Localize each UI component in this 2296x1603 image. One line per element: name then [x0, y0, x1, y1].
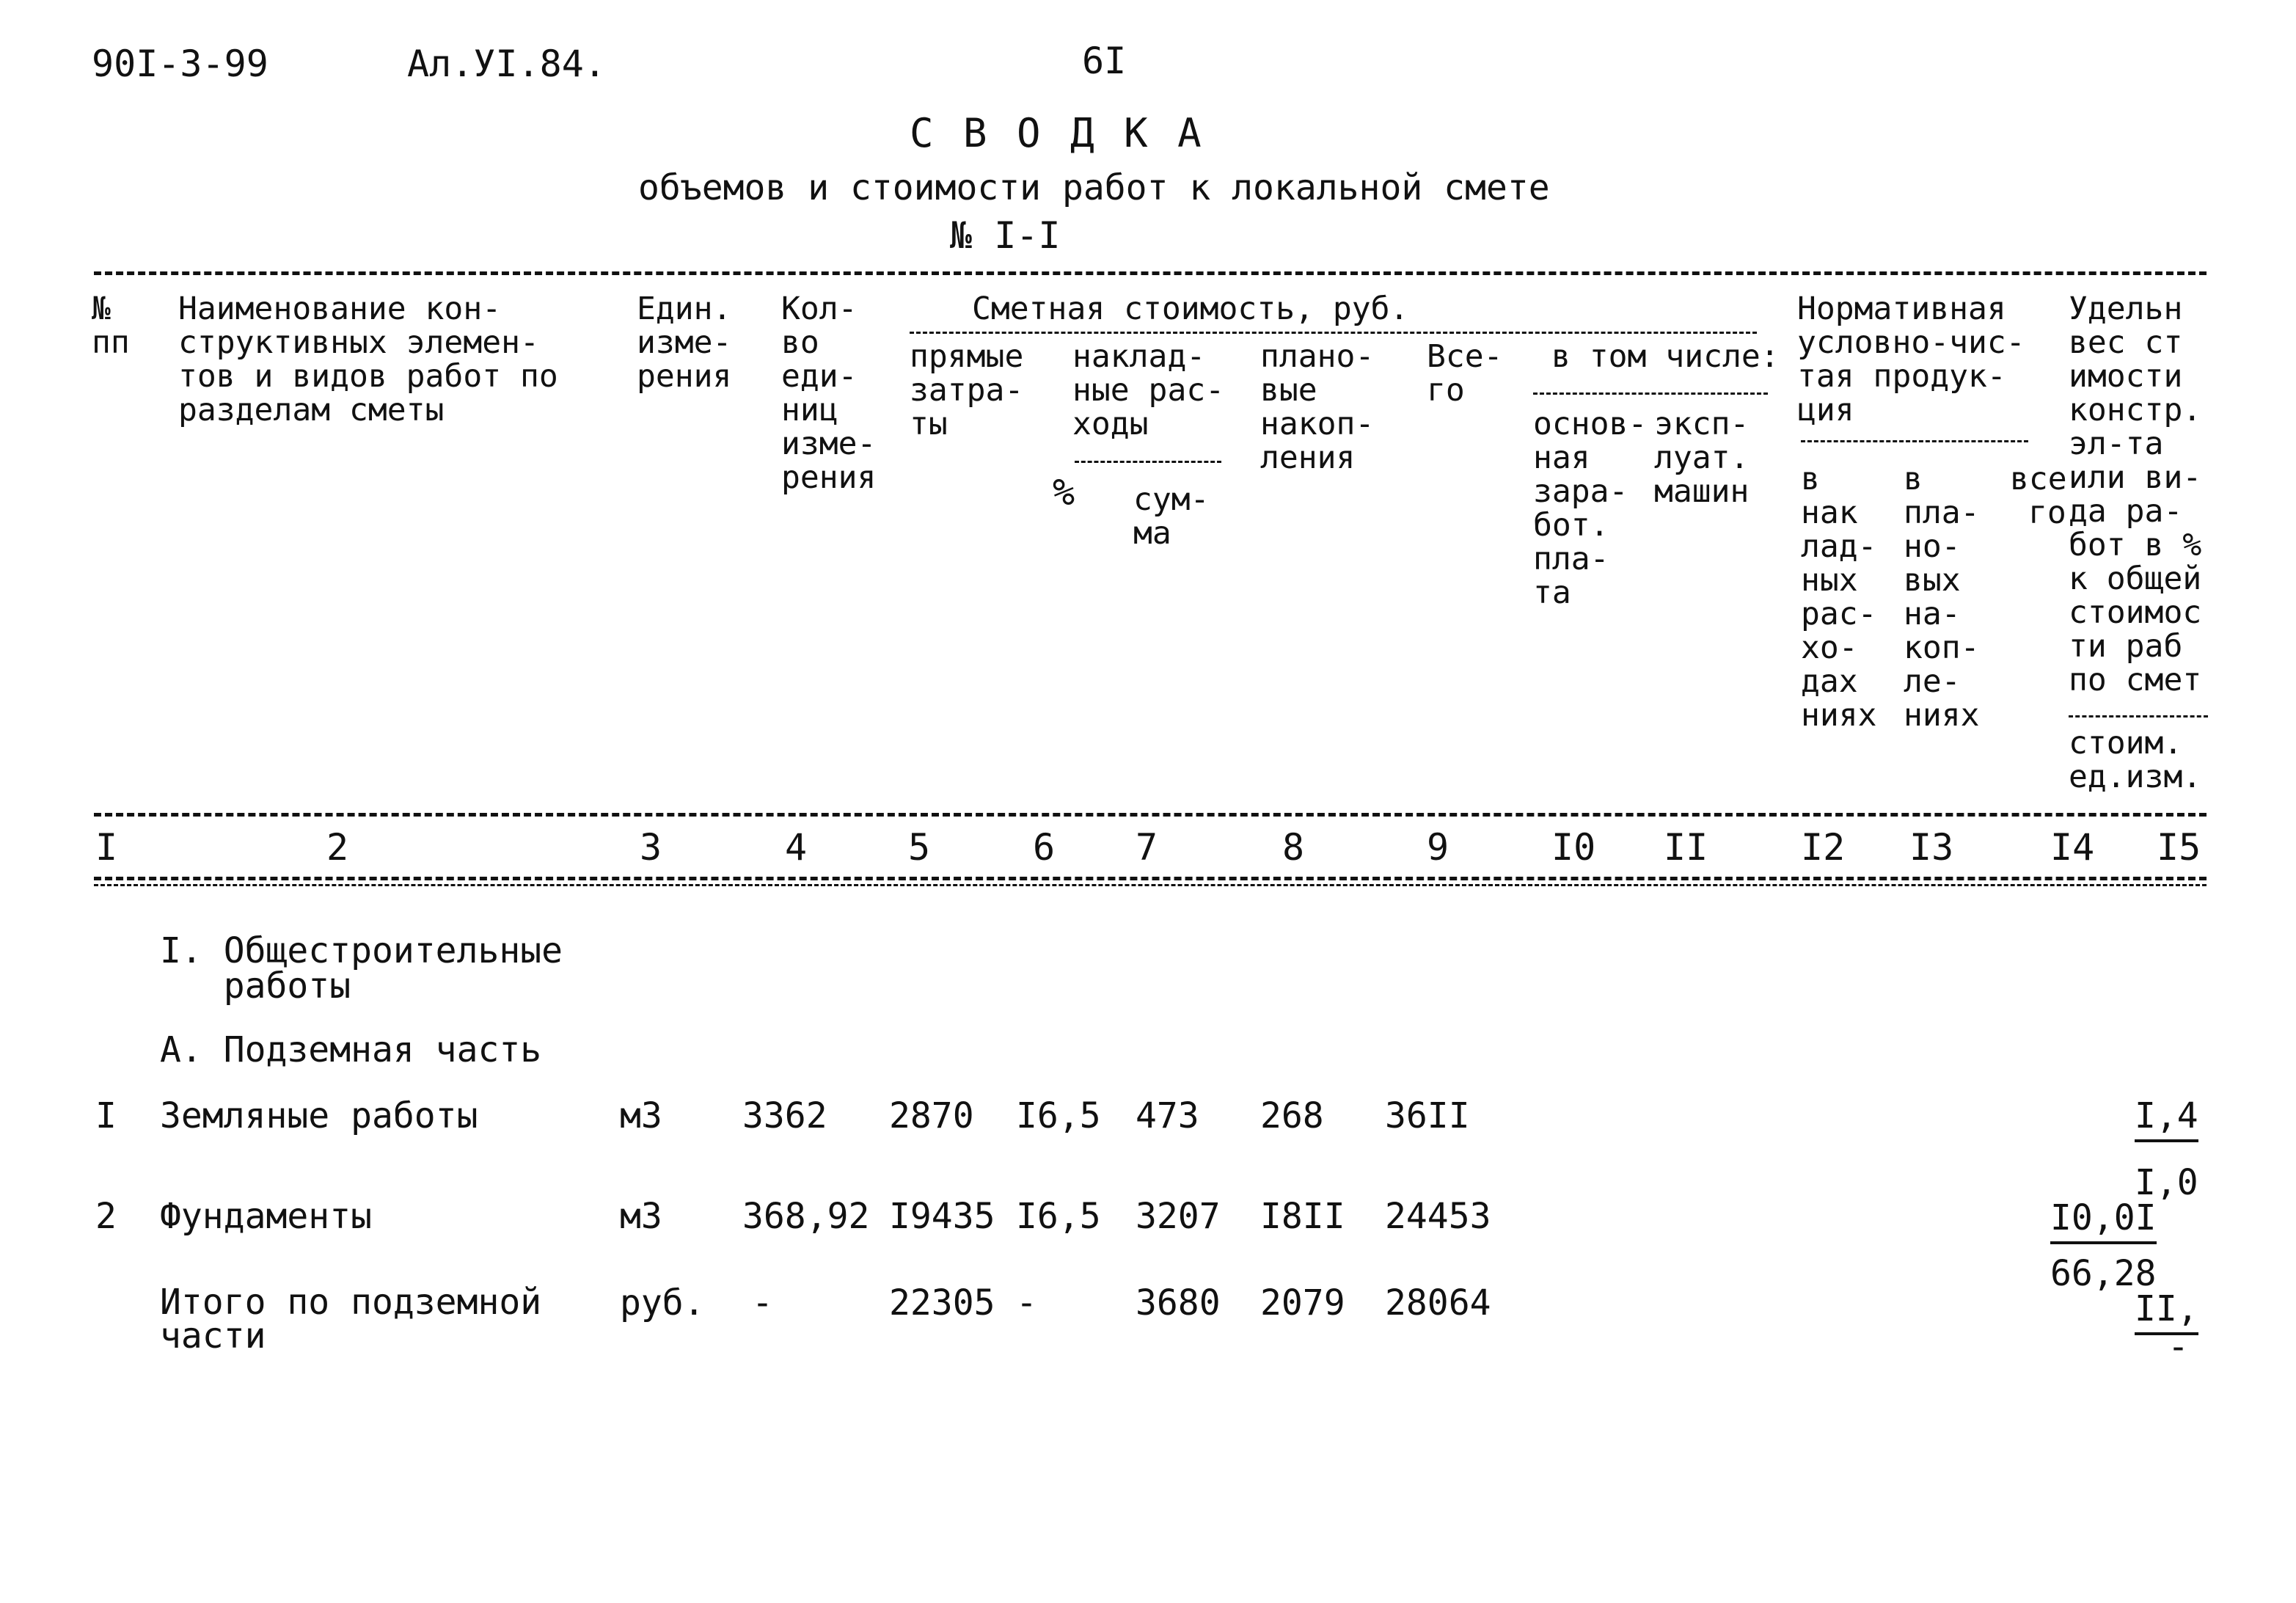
col-heading-normative-group: Нормативная условно-чис- тая продук- ция	[1797, 291, 2025, 428]
section-general-construction: I. Общестроительные работы	[160, 930, 563, 1007]
share-rule	[2069, 715, 2208, 717]
subtotal-quantity: -	[752, 1282, 773, 1323]
col-heading-name: Наименование кон- структивных элемен- тов и видов работ по разделам сметы	[178, 291, 558, 428]
subtotal-total: 28064	[1385, 1282, 1491, 1323]
column-number: 4	[785, 826, 808, 869]
subtotal-planned: 2079	[1260, 1282, 1345, 1323]
column-number: II	[1664, 826, 1708, 869]
page-number: 6I	[1082, 40, 1127, 82]
row-1-total: 36II	[1385, 1095, 1470, 1136]
col-heading-machines: эксп- луат. машин	[1654, 406, 1750, 510]
column-number: 7	[1136, 826, 1158, 869]
overhead-rule	[1075, 461, 1221, 463]
cost-group-rule	[910, 332, 1757, 334]
row-2-number: 2	[95, 1196, 117, 1237]
col-heading-cost-group: Сметная стоимость, руб.	[972, 291, 1409, 327]
subtotal-percent: -	[1016, 1282, 1037, 1323]
row-2-name: Фундаменты	[160, 1196, 372, 1237]
col-heading-including: в том числе:	[1551, 338, 1780, 375]
subtotal-name: Итого по подземной части	[160, 1282, 542, 1356]
header-rule-bottom	[94, 877, 2207, 880]
row-1-sum: 473	[1136, 1095, 1199, 1136]
col-heading-base-wage: основ- ная зара- бот. пла- та	[1533, 406, 1648, 611]
col-heading-total-part1: все	[2010, 461, 2067, 497]
row-1-unit: м3	[620, 1095, 662, 1136]
row-2-quantity: 368,92	[742, 1196, 870, 1237]
header-rule-bottom-second	[94, 884, 2207, 886]
row-1-quantity: 3362	[742, 1095, 827, 1136]
row-1-percent: I6,5	[1016, 1095, 1101, 1136]
col-heading-unit-cost: стоим. ед.изм.	[2069, 725, 2202, 795]
col-heading-in-overhead: в нак лад- ных рас- хо- дах ниях	[1801, 461, 1877, 734]
col-heading-total-part2: го	[2028, 494, 2066, 531]
col-heading-direct-costs: прямые затра- ты	[910, 338, 1024, 442]
row-2-share-bottom: 66,28	[2050, 1253, 2157, 1294]
col-heading-sum: сум- ма	[1133, 481, 1210, 552]
column-number: I5	[2157, 826, 2201, 869]
column-number: I4	[2050, 826, 2095, 869]
row-1-planned: 268	[1260, 1095, 1324, 1136]
header-rule-top	[94, 271, 2207, 275]
row-2-planned: I8II	[1260, 1196, 1345, 1237]
col-heading-percent: %	[1053, 471, 1075, 514]
subtotal-direct: 22305	[889, 1282, 995, 1323]
row-1-direct: 2870	[889, 1095, 974, 1136]
column-number: 9	[1427, 826, 1449, 869]
document-subtitle: объемов и стоимости работ к локальной смете	[638, 167, 1550, 208]
column-number: 6	[1033, 826, 1056, 869]
row-1-share-top: I,4	[2135, 1098, 2198, 1133]
row-2-sum: 3207	[1136, 1196, 1221, 1237]
including-rule	[1533, 392, 1768, 395]
row-2-total: 24453	[1385, 1196, 1491, 1237]
column-number: I	[95, 826, 118, 869]
column-number: 5	[908, 826, 931, 869]
col-heading-unit: Един. изме- рения	[637, 291, 732, 395]
col-heading-share: Удельн вес ст имости констр. эл-та или ви- да ра- бот в % к общей стоимос ти раб по смет	[2069, 291, 2202, 698]
col-heading-quantity: Кол- во еди- ниц изме- рения	[781, 291, 877, 496]
row-1-share-bottom: I,0	[2135, 1162, 2198, 1203]
subtotal-share-top: II,	[2135, 1291, 2198, 1326]
column-number: I3	[1909, 826, 1954, 869]
row-2-direct: I9435	[889, 1196, 995, 1237]
col-heading-number: № пп	[92, 291, 130, 361]
col-heading-total: Все- го	[1427, 338, 1503, 409]
estimate-number: № I-I	[950, 214, 1061, 257]
col-heading-overhead: наклад- ные рас- ходы	[1072, 338, 1225, 442]
subtotal-sum: 3680	[1136, 1282, 1221, 1323]
row-2-percent: I6,5	[1016, 1196, 1101, 1237]
column-number: I2	[1801, 826, 1846, 869]
document-code: 90I-3-99	[92, 43, 268, 85]
row-1-name: Земляные работы	[160, 1095, 478, 1136]
row-1-number: I	[95, 1095, 117, 1136]
column-number: 2	[326, 826, 349, 869]
col-heading-planned-savings: плано- вые накоп- ления	[1260, 338, 1375, 476]
col-heading-in-planned: в пла- но- вых на- коп- ле- ниях	[1904, 461, 1980, 734]
header-rule-middle	[94, 813, 2207, 817]
subtotal-share-bottom: -	[2168, 1326, 2189, 1368]
section-underground: А. Подземная часть	[160, 1029, 542, 1070]
normative-rule	[1801, 440, 2028, 442]
column-number: 8	[1282, 826, 1305, 869]
document-title: С В О Д К А	[910, 110, 1204, 156]
subtotal-unit: руб.	[620, 1282, 705, 1323]
row-2-share-top: I0,0I	[2050, 1200, 2157, 1235]
row-2-unit: м3	[620, 1196, 662, 1237]
column-number: I0	[1551, 826, 1596, 869]
album-number: Ал.УI.84.	[407, 43, 606, 85]
column-number: 3	[640, 826, 662, 869]
